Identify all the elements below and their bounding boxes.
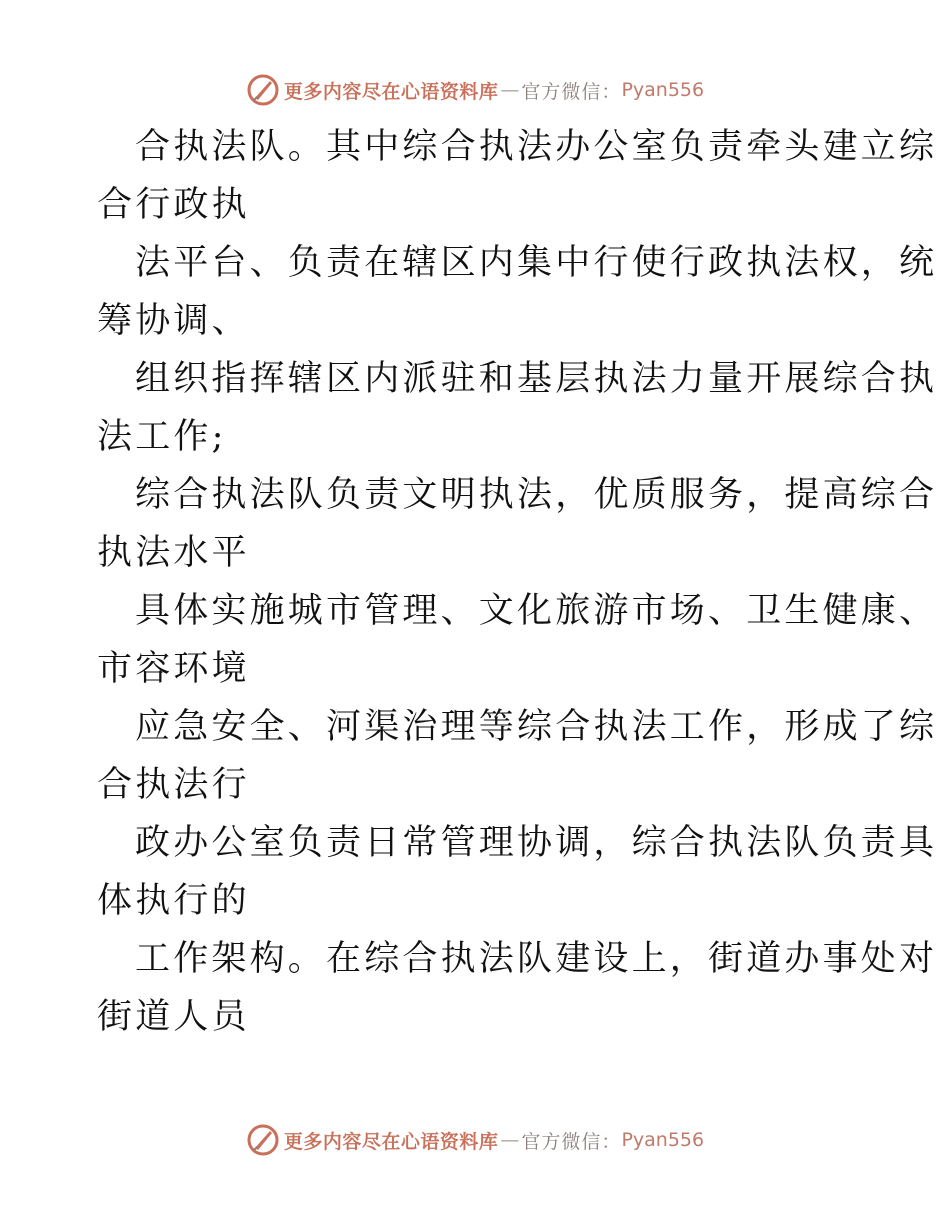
paragraph-line: 市容环境 [97, 649, 250, 689]
watermark-wechat-id: Pyan556 [621, 1129, 705, 1151]
header-watermark [0, 70, 950, 110]
paragraph [97, 582, 938, 698]
watermark-dash: — [500, 79, 520, 101]
paragraph-line: 应急安全、河渠治理等综合执法工作，形成了综 [135, 707, 938, 747]
paragraph-line: 筹协调、 [97, 301, 250, 341]
paragraph-line: 政办公室负责日常管理协调，综合执法队负责具 [135, 823, 938, 863]
paragraph [97, 118, 938, 234]
paragraph [97, 814, 938, 930]
paragraph [97, 350, 938, 466]
paragraph-line: 合行政执 [97, 185, 250, 225]
watermark-wechat-id: Pyan556 [621, 79, 705, 101]
paragraph-line: 合执法行 [97, 765, 250, 805]
watermark-wechat-label: 官方微信： [521, 1130, 622, 1153]
paragraph-line: 综合执法队负责文明执法，优质服务，提高综合 [135, 475, 938, 515]
document-body [97, 118, 938, 1046]
watermark-dash: — [500, 1129, 520, 1151]
quill-logo-icon [246, 73, 280, 107]
paragraph-line: 法工作; [97, 417, 227, 457]
paragraph-line: 体执行的 [97, 881, 250, 921]
paragraph-line: 具体实施城市管理、文化旅游市场、卫生健康、 [135, 591, 938, 631]
watermark-wechat-label: 官方微信： [521, 80, 622, 103]
paragraph-line: 工作架构。在综合执法队建设上，街道办事处对 [135, 939, 938, 979]
paragraph [97, 234, 938, 350]
paragraph-line: 执法水平 [97, 533, 250, 573]
watermark-text: 更多内容尽在心语资料库 [283, 80, 499, 103]
watermark-text: 更多内容尽在心语资料库 [283, 1130, 499, 1153]
paragraph [97, 930, 938, 1046]
paragraph-line: 组织指挥辖区内派驻和基层执法力量开展综合执 [135, 359, 938, 399]
quill-logo-icon [246, 1123, 280, 1157]
paragraph-line: 合执法队。其中综合执法办公室负责牵头建立综 [135, 127, 938, 167]
paragraph-line: 街道人员 [97, 997, 250, 1037]
paragraph [97, 466, 938, 582]
paragraph [97, 698, 938, 814]
footer-watermark [0, 1120, 950, 1160]
paragraph-line: 法平台、负责在辖区内集中行使行政执法权，统 [135, 243, 938, 283]
